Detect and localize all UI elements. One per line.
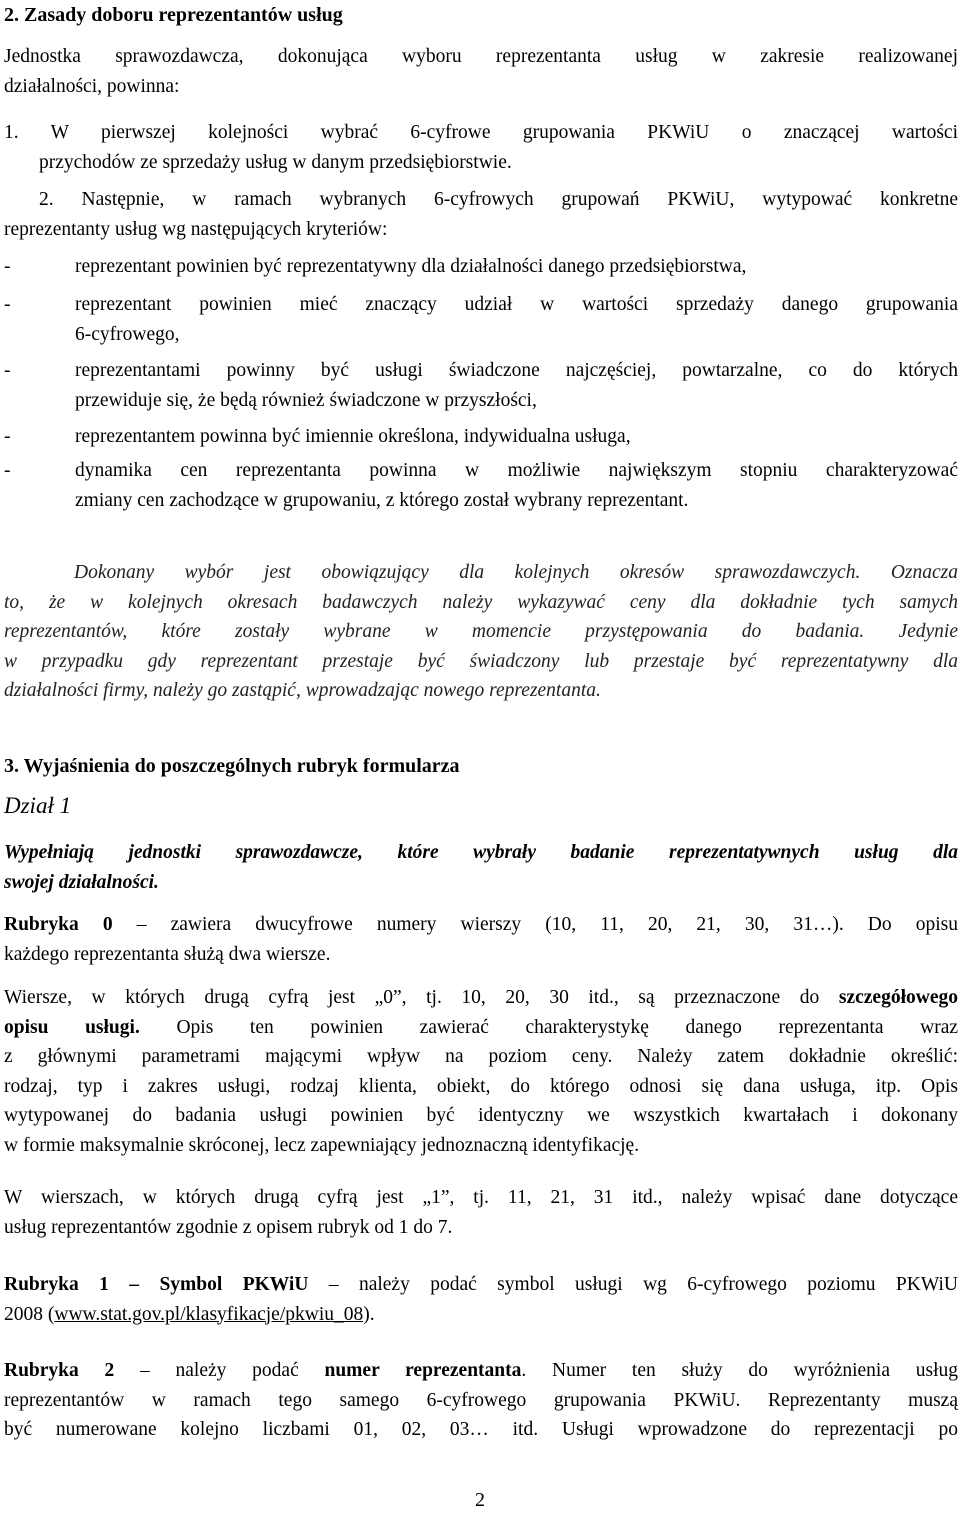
numbered-item-1 xyxy=(4,118,958,177)
rows-0-bold-2: opisu usługi. xyxy=(4,1016,140,1038)
rubryka-0-paragraph xyxy=(4,910,958,969)
dash-bullet: - xyxy=(4,294,11,315)
dash-bullet: - xyxy=(4,460,11,481)
note-line-1: Dokonany wybór jest obowiązujący dla kolejnych okresów sprawozdawczych. Oznacza xyxy=(74,562,958,583)
rubryka-2-bold: numer reprezentanta xyxy=(324,1360,522,1381)
rubryka-2-paragraph xyxy=(4,1356,958,1445)
criterion-3-line-2: przewiduje się, że będą również świadczone w przyszłości, xyxy=(75,389,537,411)
rubryka-2-line-1 xyxy=(4,1356,958,1386)
rubryka-2-line-2: reprezentantów w ramach tego samego 6-cyfrowego grupowania PKWiU. Reprezentanty muszą xyxy=(4,1389,958,1411)
rows-1-paragraph xyxy=(4,1183,958,1242)
section-2-heading: 2. Zasady doboru reprezentantów usług xyxy=(4,4,343,26)
item-2-line-2: reprezentanty usług wg następujących kryteriów: xyxy=(4,218,388,240)
rubryka-1-line-1 xyxy=(4,1270,958,1300)
criterion-5-line-2: zmiany cen zachodzące w grupowaniu, z którego został wybrany reprezentant. xyxy=(75,489,689,511)
rubryka-2-label: Rubryka 2 xyxy=(4,1360,115,1381)
dash-bullet: - xyxy=(4,426,11,447)
selection-note xyxy=(4,558,958,706)
rows-0-bold: szczegółowego xyxy=(838,987,958,1008)
rows-1-line-1: W wierszach, w których drugą cyfrą jest „1”, tj. 11, 21, 31 itd., należy wpisać dane dotyczące xyxy=(4,1187,958,1208)
intro-paragraph xyxy=(4,42,958,101)
note-line-4: w przypadku gdy reprezentant przestaje być świadczony lub przestaje być reprezentatywny dla xyxy=(4,650,958,672)
rubryka-1-end: ). xyxy=(363,1303,375,1325)
numbered-item-2 xyxy=(4,185,958,244)
criterion-4-text: reprezentantem powinna być imiennie określona, indywidualna usługa, xyxy=(75,426,631,447)
page-number: 2 xyxy=(475,1489,485,1511)
criterion-5-line-1: dynamika cen reprezentanta powinna w możliwie największym stopniu charakteryzować xyxy=(75,460,958,481)
criterion-2-line-1: reprezentant powinien mieć znaczący udział w wartości sprzedaży danego grupowania xyxy=(75,294,958,315)
dzial-1-heading: Dział 1 xyxy=(4,793,72,818)
criterion-2 xyxy=(4,290,958,349)
rows-0-line-5: wytypowanej do badania usługi powinien być identyczny we wszystkich kwartałach i dokonany xyxy=(4,1105,958,1126)
dash-bullet: - xyxy=(4,256,11,277)
dzial-1-scope xyxy=(4,838,958,897)
note-line-3: reprezentantów, które zostały wybrane w momencie przystępowania do badania. Jedynie xyxy=(4,621,958,642)
rows-1-line-2: usług reprezentantów zgodnie z opisem rubryk od 1 do 7. xyxy=(4,1216,453,1238)
rows-0-text-2: Opis ten powinien zawierać charakterystykę danego reprezentanta wraz xyxy=(139,1016,959,1038)
rubryka-0-line-1 xyxy=(4,910,958,940)
note-line-2: to, że w kolejnych okresach badawczych należy wykazywać ceny dla dokładnie tych samych xyxy=(4,591,958,613)
item-1-line-1: 1. W pierwszej kolejności wybrać 6-cyfrowe grupowania PKWiU o znaczącej wartości xyxy=(4,122,958,143)
rubryka-2-text: – należy podać xyxy=(114,1360,325,1381)
rows-0-text: Wiersze, w których drugą cyfrą jest „0”, tj. 10, 20, 30 itd., są przeznaczone do xyxy=(4,987,839,1008)
rubryka-2-text-2: . Numer ten służy do wyróżnienia usług xyxy=(521,1360,959,1381)
item-2-line-1: 2. Następnie, w ramach wybranych 6-cyfrowych grupowań PKWiU, wytypować konkretne xyxy=(39,189,958,210)
rubryka-0-line-2: każdego reprezentanta służą dwa wiersze. xyxy=(4,943,331,965)
rubryka-0-label: Rubryka 0 xyxy=(4,914,113,935)
item-1-line-2: przychodów ze sprzedaży usług w danym przedsiębiorstwie. xyxy=(39,151,512,173)
rows-0-line-6: w formie maksymalnie skróconej, lecz zapewniający jednoznaczną identyfikację. xyxy=(4,1134,640,1156)
rubryka-2-line-3: być numerowane kolejno liczbami 01, 02, 03… itd. Usługi wprowadzone do reprezentacji po xyxy=(4,1419,958,1440)
criterion-3 xyxy=(4,356,958,415)
criterion-1-text: reprezentant powinien być reprezentatywny dla działalności danego przedsiębiorstwa, xyxy=(75,256,747,277)
rows-0-line-1 xyxy=(4,983,958,1013)
scope-line-2: swojej działalności. xyxy=(4,871,159,893)
intro-line-2: działalności, powinna: xyxy=(4,75,180,97)
criterion-4 xyxy=(4,422,958,452)
rubryka-1-line-2 xyxy=(4,1300,958,1330)
note-line-5: działalności firmy, należy go zastąpić, wprowadzając nowego reprezentanta. xyxy=(4,680,601,701)
criterion-5 xyxy=(4,456,958,515)
section-3-heading: 3. Wyjaśnienia do poszczególnych rubryk formularza xyxy=(4,755,460,777)
criterion-1 xyxy=(4,252,958,282)
rubryka-1-text: – należy podać symbol usługi wg 6-cyfrowego poziomu PKWiU xyxy=(308,1274,958,1295)
scope-line-1: Wypełniają jednostki sprawozdawcze, które wybrały badanie reprezentatywnych usług dla xyxy=(4,842,958,863)
rows-0-line-3: z głównymi parametrami mającymi wpływ na poziom ceny. Należy zatem dokładnie określić: xyxy=(4,1046,958,1067)
rows-0-paragraph xyxy=(4,983,958,1160)
dash-bullet: - xyxy=(4,360,11,381)
criterion-2-line-2: 6-cyfrowego, xyxy=(75,323,180,345)
rubryka-1-year: 2008 ( xyxy=(4,1303,55,1325)
pkwiu-link[interactable]: www.stat.gov.pl/klasyfikacje/pkwiu_08 xyxy=(54,1303,364,1325)
criterion-3-line-1: reprezentantami powinny być usługi świadczone najczęściej, powtarzalne, co do których xyxy=(75,360,958,381)
rubryka-1-paragraph xyxy=(4,1270,958,1329)
rows-0-line-2 xyxy=(4,1013,958,1043)
intro-line-1: Jednostka sprawozdawcza, dokonująca wyboru reprezentanta usług w zakresie realizowanej xyxy=(4,46,958,67)
rows-0-line-4: rodzaj, typ i zakres usługi, rodzaj klienta, obiekt, do którego odnosi się dana usługa, itp. Opis xyxy=(4,1075,958,1097)
rubryka-1-label: Rubryka 1 – Symbol PKWiU xyxy=(4,1274,309,1295)
rubryka-0-text: – zawiera dwucyfrowe numery wierszy (10, 11, 20, 21, 30, 31…). Do opisu xyxy=(112,914,958,935)
